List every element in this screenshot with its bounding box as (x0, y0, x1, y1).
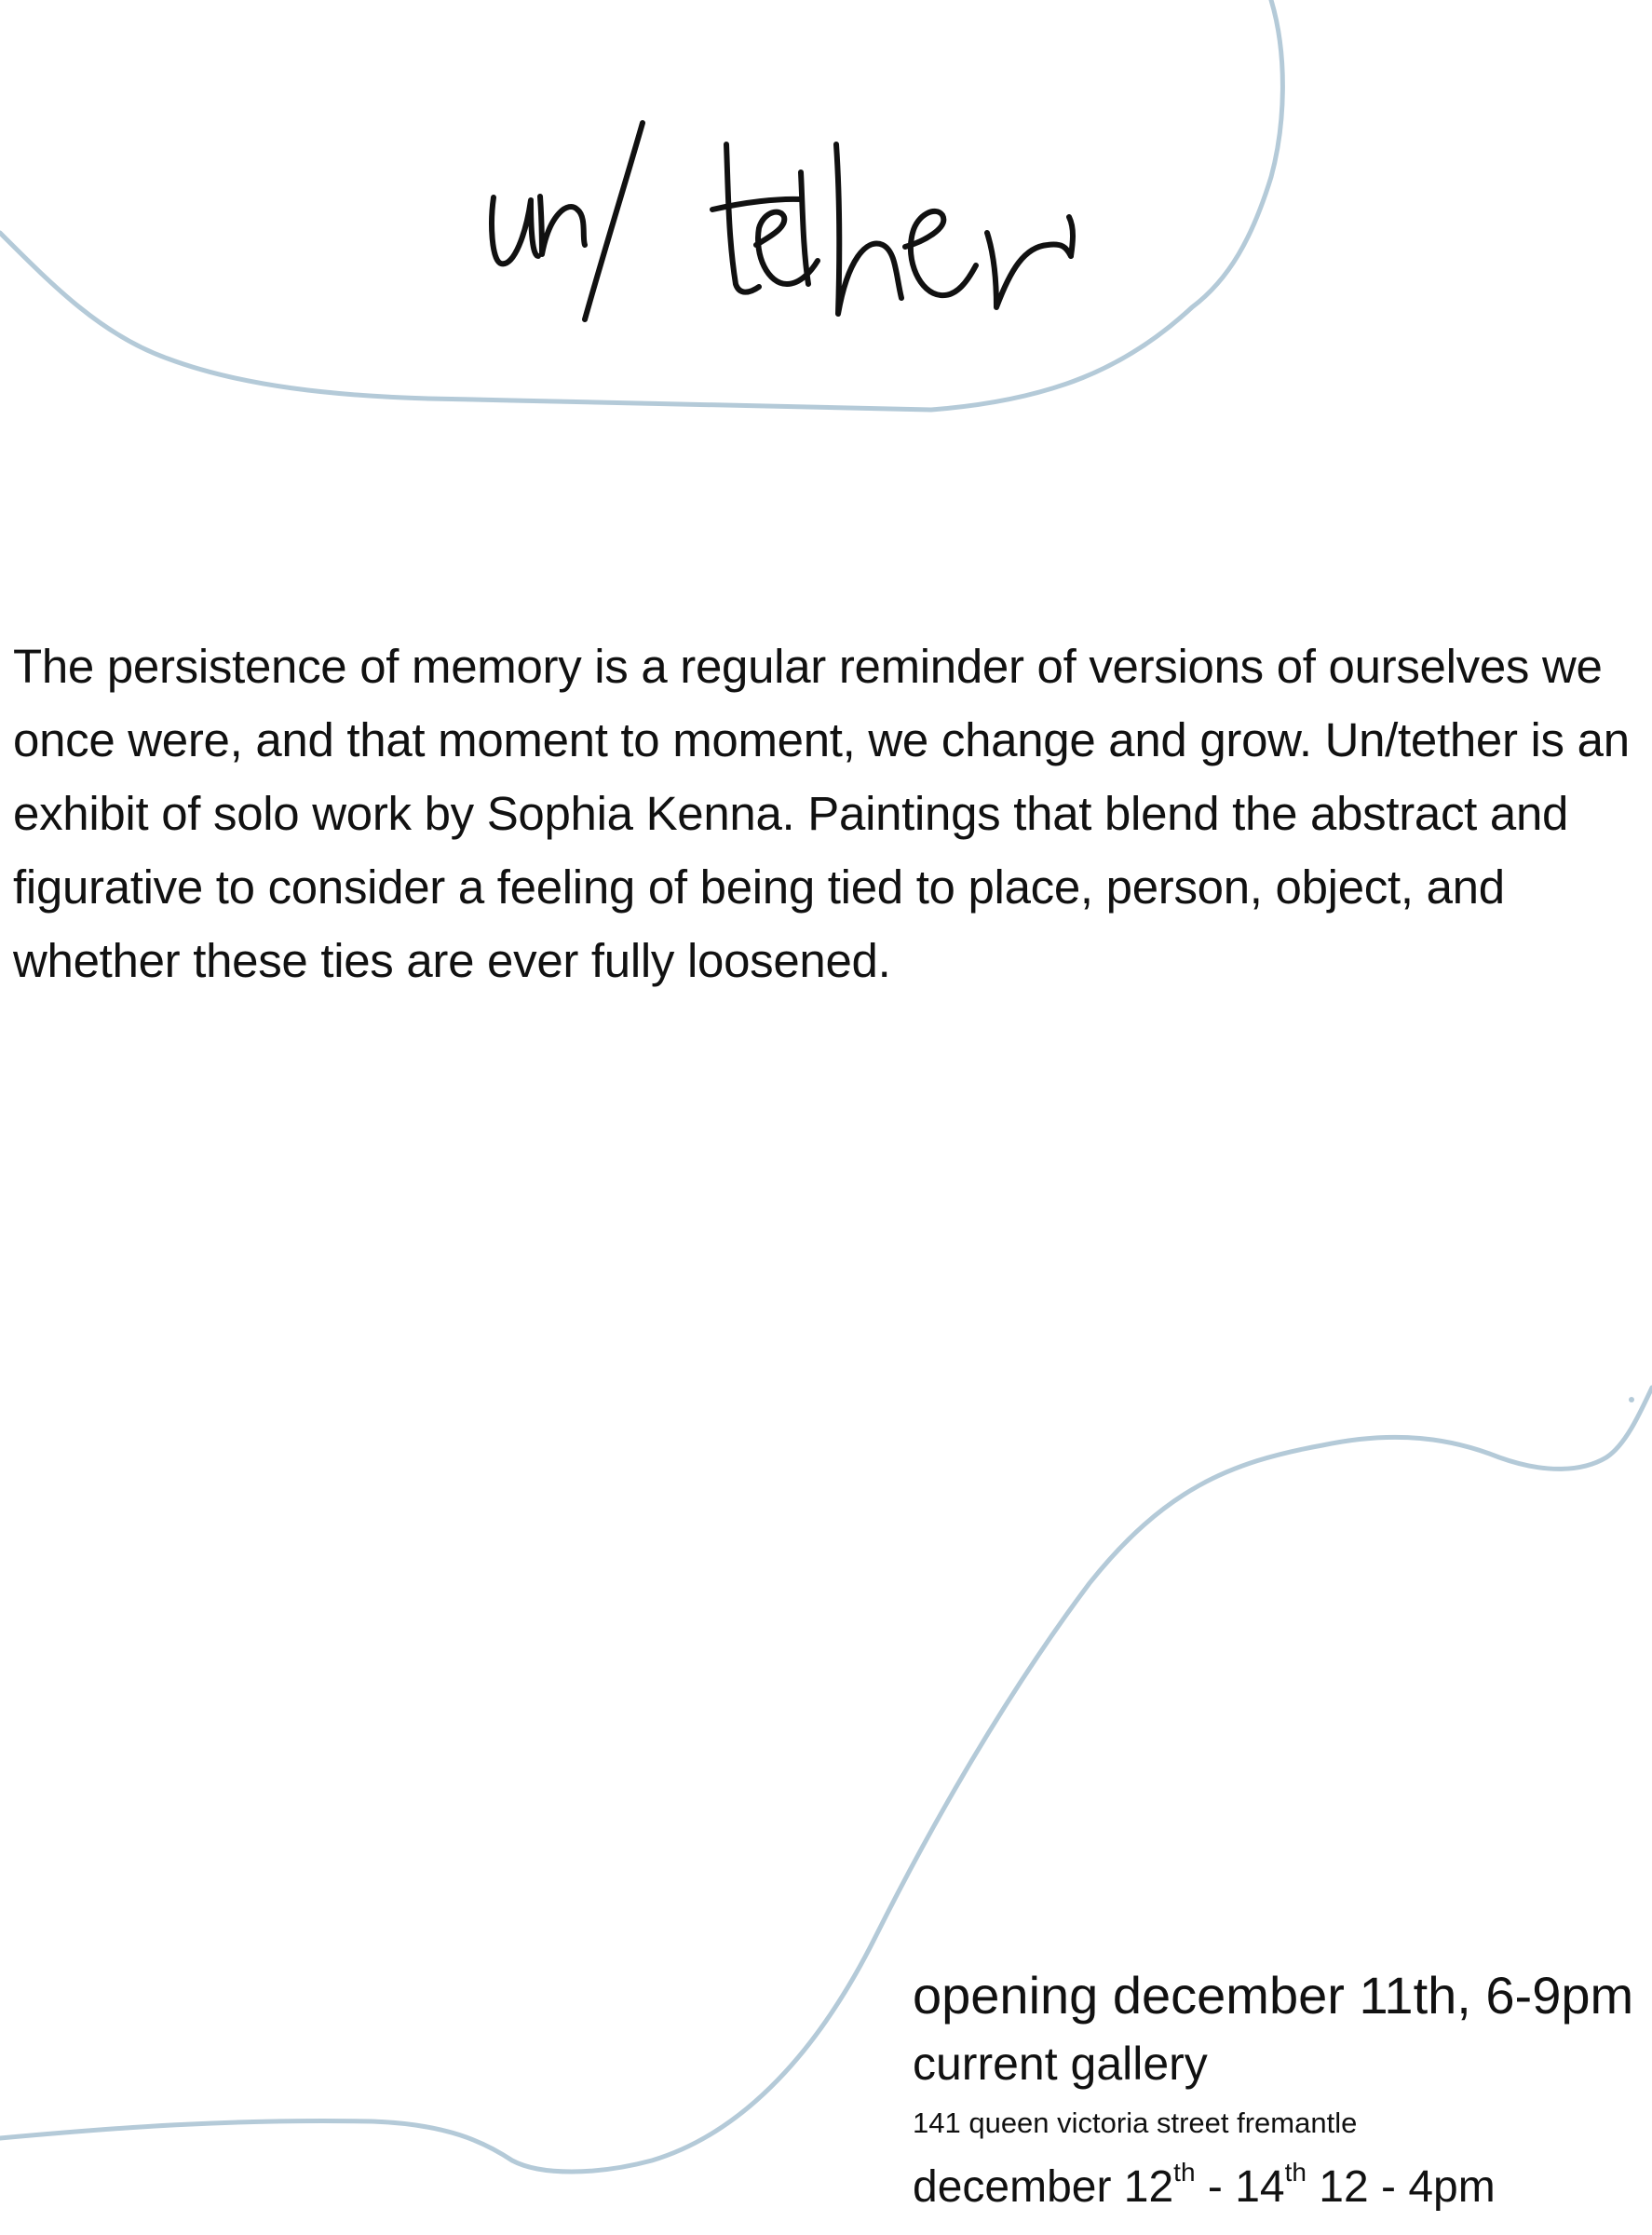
venue-name: current gallery (913, 2038, 1208, 2090)
dates-end-suffix: th (1284, 2158, 1307, 2187)
dates-start-suffix: th (1173, 2158, 1196, 2187)
dates-hours: 12 - 4pm (1306, 2162, 1496, 2212)
title-logo (466, 107, 1155, 340)
dates-end-day: - 14 (1195, 2162, 1285, 2212)
event-info (913, 1960, 1648, 2225)
speck (1629, 1397, 1634, 1402)
exhibition-dates (913, 2150, 1648, 2225)
dates-start-day: december 12 (913, 2162, 1174, 2212)
opening-night: opening december 11th, 6-9pm (913, 1966, 1634, 2025)
exhibition-description: The persistence of memory is a regular reminder of versions of ourselves we once were, and that moment to moment, we change and grow. Un/tether is an exhibit of solo work by Sophia Kenna. Paintings that blend the abstract and figurative to consider a feeling of being tied to place, person, object, and whether these ties are ever fully loosened. (13, 640, 1630, 987)
venue-address: 141 queen victoria street fremantle (913, 2106, 1358, 2139)
